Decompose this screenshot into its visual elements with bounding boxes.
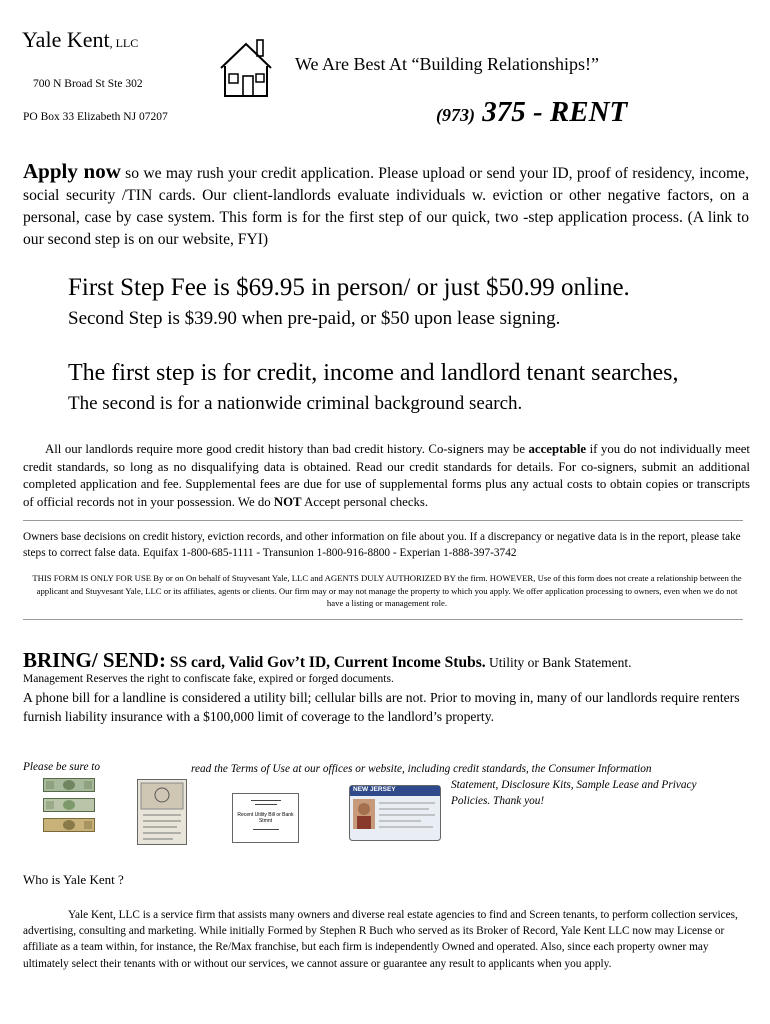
second-step-fee: Second Step is $39.90 when pre-paid, or $50 upon lease signing.: [68, 308, 561, 329]
about-paragraph: Yale Kent, LLC is a service firm that assists many owners and diverse real estate agencies to find and Screen tenants, to perform collection services, advertising, consulting and marketing. While initially Formed by Stephen R Buch who served as its Broker of Record, Yale Kent LLC now may License or affiliate as a team within, for instance, the Re/Max franchise, but each firm is independently Owned and operated. Also, since each property owner may ultimately select their tenants with or without our services, we cannot assure or guarantee any result to applicants when you apply.: [23, 909, 738, 970]
bring-send-heading: BRING/ SEND: SS card, Valid Gov’t ID, Current Income Stubs. Utility or Bank Statement.: [23, 648, 632, 672]
terms-notice: read the Terms of Use at our offices or website, including credit standards, the Consumer Information Statement, Disclosure Kits, Sample Lease and Privacy Policies. Thank you!: [191, 763, 697, 807]
management-notice: Management Reserves the right to confiscate fake, expired or forged documents.: [23, 673, 394, 685]
po-box-address: PO Box 33 Elizabeth NJ 07207: [23, 111, 168, 123]
license-card-icon: [349, 785, 441, 841]
intro-paragraph: Apply now so we may rush your credit application. Please upload or send your ID, proof of residency, income, social security /TIN cards. Our client-landlords evaluate individuals w. eviction or other negative factors, on a personal, case by case system. This form is for the first step of our quick, two -step application process. (A link to our second step is on our website, FYI): [23, 159, 749, 248]
credit-bureaus-paragraph: Owners base decisions on credit history, eviction records, and other information on file about you. If a discrepancy or negative data is in the report, please take steps to correct false data. Equifax 1-800-685-1111 - Transunion 1-800-916-8800 - Experian 1-888-397-3742: [23, 531, 741, 559]
license-header: NEW JERSEY: [353, 786, 396, 793]
first-step-description: The first step is for credit, income and landlord tenant searches,: [68, 360, 679, 386]
please-be-sure: Please be sure to: [23, 761, 101, 773]
house-icon: [217, 38, 275, 102]
phone-number: (973) 375 - RENT: [436, 96, 628, 128]
second-step-description: The second is for a nationwide criminal background search.: [68, 393, 523, 414]
utility-bill-image: [232, 793, 299, 843]
dollar-bill-icon: [43, 798, 95, 812]
bill-caption: Recent Utility Bill or Bank Stmnt: [237, 812, 294, 824]
who-heading: Who is Yale Kent ?: [23, 872, 124, 887]
disclaimer-paragraph: THIS FORM IS ONLY FOR USE By or on On behalf of Stuyvesant Yale, LLC and AGENTS DULY AUTHORIZED BY the firm. HOWEVER, Use of this form does not create a relationship between the applicant and Stuyvesant Yale, LLC or its affiliates, agents or clients. Our firm may or may not manage the property to which you apply. We offer application processing to owners, even when we do not have a listing or management role.: [32, 573, 742, 608]
divider: [23, 619, 743, 620]
social-security-card-icon: [137, 779, 187, 845]
drivers-license-image: [349, 785, 441, 841]
slogan: We Are Best At “Building Relationships!”: [295, 54, 600, 74]
dollar-bill-icon: [43, 818, 95, 832]
credit-requirements-paragraph: All our landlords require more good credit history than bad credit history. Co-signers may be acceptable if you do not individually meet credit standards, so long as no disqualifying data is obtained. Read our credit standards for details. For co-signers, submit an additional completed application and fee. Supplemental fees are due for use of supplemental forms plus any actual costs to obtain copies or transcripts of official records not in your possession. We do NOT Accept personal checks.: [23, 442, 750, 509]
first-step-fee: First Step Fee is $69.95 in person/ or just $50.99 online.: [68, 274, 630, 301]
dollar-bill-icon: [43, 778, 95, 792]
divider: [23, 520, 743, 521]
street-address: 700 N Broad St Ste 302: [33, 78, 143, 90]
phone-bill-paragraph: A phone bill for a landline is considered a utility bill; cellular bills are not. Prior to moving in, many of our landlords require renters furnish liability insurance with a $100,000 limit of coverage to the landlord’s property.: [23, 690, 740, 724]
company-name: Yale Kent, LLC: [22, 27, 139, 52]
